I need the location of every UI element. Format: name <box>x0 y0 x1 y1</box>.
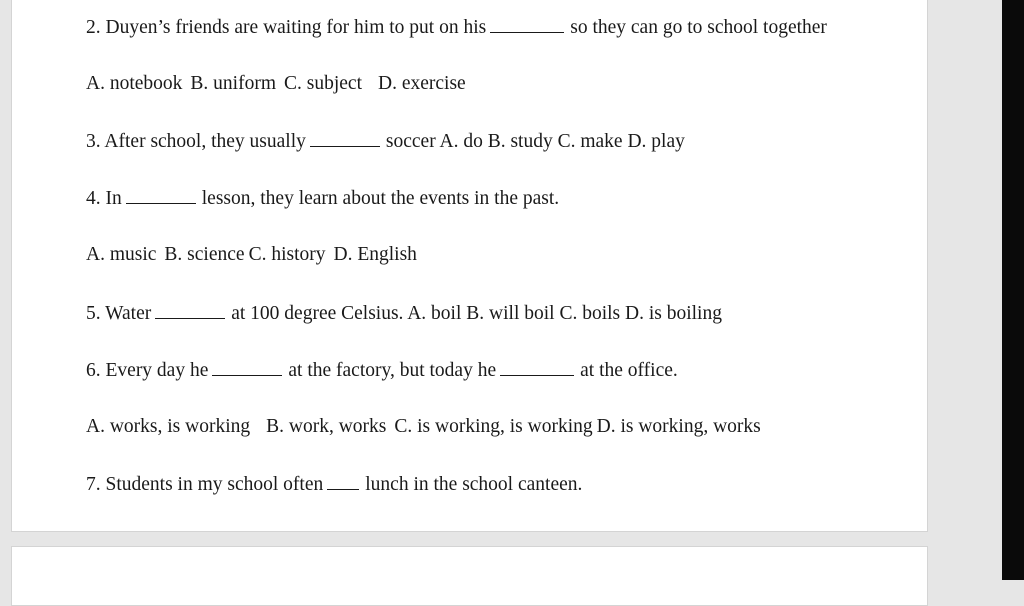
question-5-text-before: 5. Water <box>86 303 152 324</box>
answer-blank <box>212 358 282 376</box>
question-6-options <box>86 415 761 439</box>
question-4 <box>86 186 559 211</box>
option-c: C. subject <box>284 73 362 94</box>
question-7-text-after: lunch in the school canteen. <box>365 474 583 495</box>
question-2 <box>86 15 827 40</box>
answer-blank <box>310 129 380 147</box>
option-d: D. English <box>333 244 417 265</box>
option-d: D. exercise <box>378 73 466 94</box>
option-a: A. notebook <box>86 73 183 94</box>
answer-blank <box>490 15 564 33</box>
question-6-text-after: at the office. <box>580 360 678 381</box>
question-2-text-after: so they can go to school together <box>570 17 827 38</box>
question-7 <box>86 472 582 497</box>
answer-blank <box>126 186 196 204</box>
option-b: B. uniform <box>190 73 276 94</box>
next-document-page <box>11 546 928 606</box>
answer-blank <box>327 472 359 490</box>
question-3-text-after: soccer A. do B. study C. make D. play <box>385 131 685 152</box>
question-6-text-middle: at the factory, but today he <box>288 360 497 381</box>
option-a: A. music <box>86 244 157 265</box>
question-3-text-before: 3. After school, they usually <box>86 131 306 152</box>
question-7-text-before: 7. Students in my school often <box>86 474 324 495</box>
question-4-text-before: 4. In <box>86 188 122 209</box>
question-5-text-after: at 100 degree Celsius. A. boil B. will boil C. boils D. is boiling <box>231 303 722 324</box>
window-edge <box>1002 0 1024 580</box>
answer-blank <box>155 301 225 319</box>
option-a: A. works, is working <box>86 416 251 437</box>
question-2-text-before: 2. Duyen’s friends are waiting for him to put on his <box>86 17 487 38</box>
question-2-options <box>86 72 466 96</box>
question-6 <box>86 358 678 383</box>
question-3 <box>86 129 685 154</box>
answer-blank <box>500 358 574 376</box>
option-c: C. history <box>248 244 326 265</box>
question-5 <box>86 301 722 326</box>
option-d: D. is working, works <box>596 416 761 437</box>
option-c: C. is working, is working <box>394 416 593 437</box>
question-4-options <box>86 243 417 267</box>
option-b: B. work, works <box>266 416 387 437</box>
question-4-text-after: lesson, they learn about the events in the past. <box>201 188 560 209</box>
question-6-text-before: 6. Every day he <box>86 360 209 381</box>
option-b: B. science <box>164 244 245 265</box>
